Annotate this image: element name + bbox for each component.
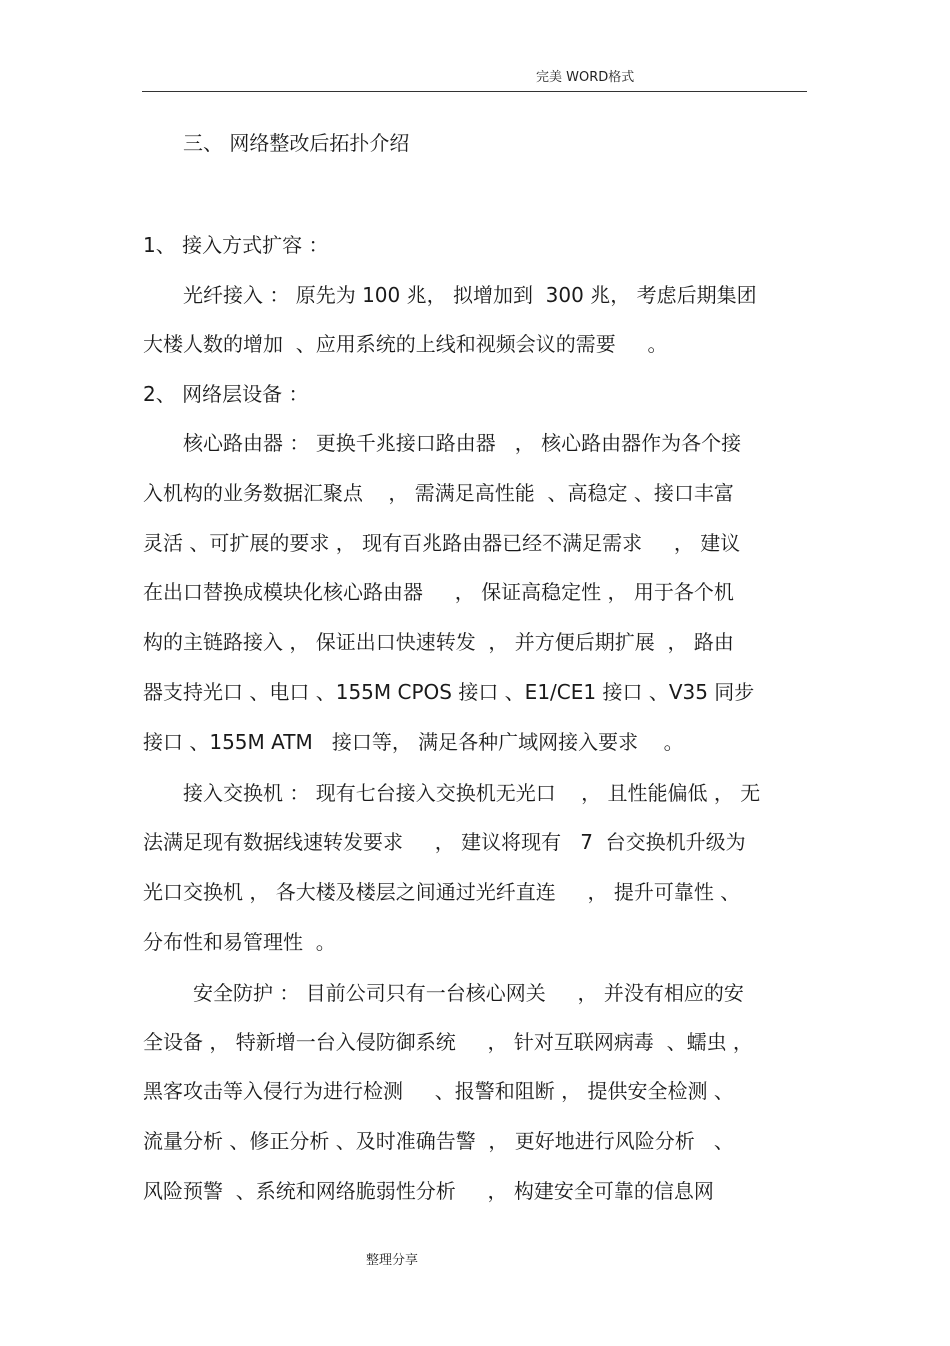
body-line: 流量分析 、修正分析 、及时准确告警 ， 更好地进行风险分析 、 [143,1129,734,1153]
body-line: 光口交换机 ， 各大楼及楼层之间通过光纤直连 ， 提升可靠性 、 [143,880,741,904]
body-line: 1、 接入方式扩容 ： [143,233,329,257]
body-line: 法满足现有数据线速转发要求 ， 建议将现有 7 台交换机升级为 [143,830,746,854]
body-line: 全设备 ， 特新增一台入侵防御系统 ， 针对互联网病毒 、蠕虫 ， [143,1030,753,1054]
body-line: 分布性和易管理性 。 [143,930,336,954]
body-line: 器支持光口 、电口 、155M CPOS 接口 、E1/CE1 接口 、V35 同步 [143,680,755,704]
body-line: 黑客攻击等入侵行为进行检测 、报警和阻断 ， 提供安全检测 、 [143,1079,734,1103]
body-line: 接口 、155M ATM 接口等， 满足各种广域网接入要求 。 [143,730,684,754]
page-header: 完美 WORD格式 [536,70,635,85]
section-title: 三、 网络整改后拓扑介绍 [183,131,410,155]
body-line: 安全防护 ： 目前公司只有一台核心网关 ， 并没有相应的安 [193,981,744,1005]
body-line: 灵活 、可扩展的要求 ， 现有百兆路由器已经不满足需求 ， 建议 [143,531,741,555]
body-line: 2、 网络层设备 ： [143,382,309,406]
body-line: 在出口替换成模块化核心路由器 ， 保证高稳定性 ， 用于各个机 [143,580,734,604]
body-line: 入机构的业务数据汇聚点 ， 需满足高性能 、高稳定 、接口丰富 [143,481,734,505]
body-line: 光纤接入 ： 原先为 100 兆， 拟增加到 300 兆， 考虑后期集团 [183,283,757,307]
body-line: 核心路由器 ： 更换千兆接口路由器 ， 核心路由器作为各个接 [183,431,742,455]
body-line: 风险预警 、系统和网络脆弱性分析 ， 构建安全可靠的信息网 [143,1179,714,1203]
header-divider [142,91,807,92]
body-line: 接入交换机 ： 现有七台接入交换机无光口 ， 且性能偏低 ， 无 [183,781,761,805]
page-footer: 整理分享 [366,1253,419,1268]
body-line: 大楼人数的增加 、应用系统的上线和视频会议的需要 。 [143,332,668,356]
body-line: 构的主链路接入 ， 保证出口快速转发 ， 并方便后期扩展 ， 路由 [143,630,734,654]
